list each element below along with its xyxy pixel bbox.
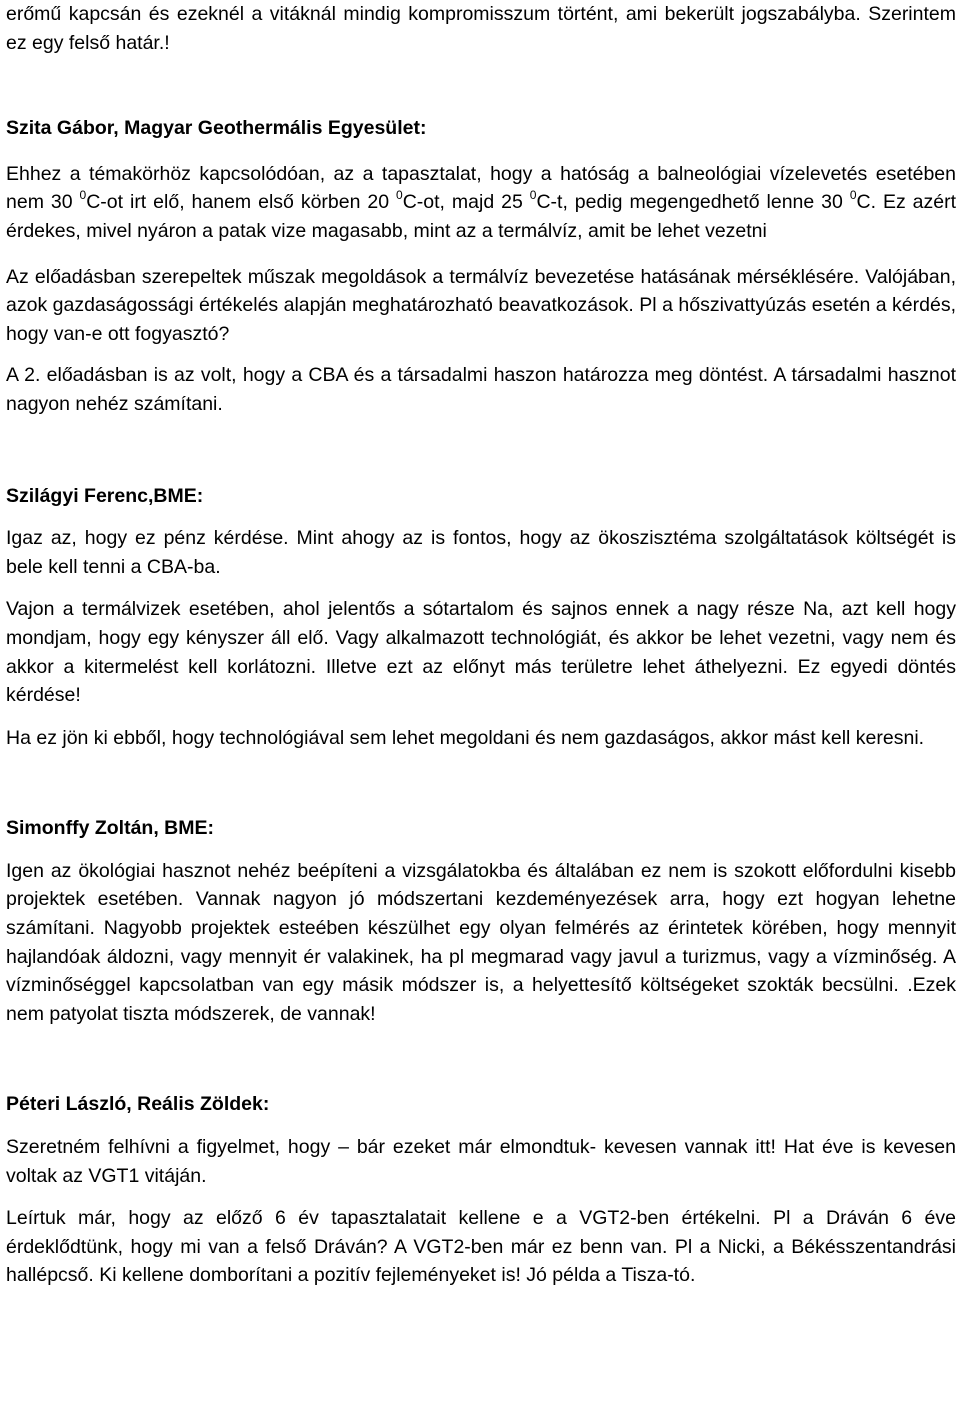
peteri-paragraph-1: Szeretném felhívni a figyelmet, hogy – bár ezeket már elmondtuk- kevesen vannak itt! Hat éve is kevesen voltak az VGT1 vitáján.: [6, 1136, 956, 1187]
degree-mark: 0: [396, 187, 403, 202]
simonffy-paragraph-1: Igen az ökológiai hasznot nehéz beépíteni a vizsgálatokba és általában ez nem is szokott előfordulni kisebb projektek esetében. Vannak nagyon jó módszertani kezdeményezések arra, hogy ezt hogyan lehetne számítani. Nagyobb projektek esteében készülhet egy olyan felmérés az érintetek körében, hogy mennyit hajlandóak áldozni, vagy mennyit ér valakinek, ha pl megmarad vagy javul a turizmus, vagy a vízminőség. A vízminőséggel kapcsolatban van egy másik módszer is, a helyettesítő költségeket szokták becsülni. .Ezek nem patyolat tiszta módszerek, de vannak!: [6, 859, 956, 1025]
szita-p1-a: Ehhez a témakörhöz kapcsolódóan, az a tapasztalat, hogy a hatóság a balneológiai vízelevetés esetében nem 30: [6, 162, 956, 214]
degree-mark: 0: [529, 187, 537, 202]
szilagyi-paragraph-2: Vajon a termálvizek esetében, ahol jelentős a sótartalom és sajnos ennek a nagy része Na, azt kell hogy mondjam, hogy egy kényszer áll elő. Vagy alkalmazott technológiát, és akkor be lehet vezetni, vagy nem és akkor a kitermelést kell korlátozni. Illetve ezt az előnyt más területre lehet áthelyezni. Ez egyedi döntés kérdése!: [6, 598, 956, 707]
intro-paragraph: erőmű kapcsán és ezeknél a vitáknál mindig kompromisszum történt, ami bekerült jogszabályba. Szerintem ez egy felső határ.!: [6, 3, 956, 54]
szita-paragraph-2: Az előadásban szerepeltek műszak megoldások a termálvíz bevezetése hatásának mérséklésére. Valójában, azok gazdaságossági értékelés alapján meghatározható beavatkozások. Pl a hőszivattyúzás esetén a kérdés, hogy van-e ott fogyasztó?: [6, 265, 956, 345]
szita-p1-c: C-ot, majd 25: [402, 191, 530, 214]
szita-paragraph-3: A 2. előadásban is az volt, hogy a CBA és a társadalmi haszon határozza meg döntést. A társadalmi hasznot nagyon nehéz számítani.: [6, 364, 956, 415]
speaker-heading-szilagyi: Szilágyi Ferenc,BME:: [6, 484, 204, 507]
szita-p1-b: C-ot irt elő, hanem első körben 20: [86, 191, 397, 214]
degree-mark: 0: [79, 187, 87, 202]
degree-mark: 0: [849, 187, 857, 202]
szita-paragraph-1: [6, 160, 956, 246]
szilagyi-paragraph-1: Igaz az, hogy ez pénz kérdése. Mint ahogy az is fontos, hogy az ökoszisztéma szolgáltatások költségét is bele kell tenni a CBA-ba.: [6, 527, 956, 578]
speaker-heading-simonffy: Simonffy Zoltán, BME:: [6, 817, 214, 840]
peteri-paragraph-2: Leírtuk már, hogy az előző 6 év tapasztalatait kellene e a VGT2-ben értékelni. Pl a Dráván 6 éve érdeklődtünk, hogy mi van a felső Dráván? A VGT2-ben már ez benn van. Pl a Nicki, a Békésszentandrási hallépcső. Ki kellene domborítani a pozitív fejleményeket is! Jó példa a Tisza-tó.: [6, 1207, 956, 1287]
speaker-heading-szita: Szita Gábor, Magyar Geothermális Egyesület:: [6, 117, 427, 140]
szita-p1-e: C. Ez azért érdekes, mivel nyáron a patak vize magasabb, mint az a termálvíz, amit be lehet vezetni: [6, 191, 956, 242]
speaker-heading-peteri: Péteri László, Reális Zöldek:: [6, 1093, 270, 1116]
document-page: [6, 0, 956, 1290]
szilagyi-paragraph-3: Ha ez jön ki ebből, hogy technológiával sem lehet megoldani és nem gazdaságos, akkor mást kell keresni.: [6, 726, 925, 749]
szita-p1-d: C-t, pedig megengedhető lenne 30: [536, 191, 850, 214]
